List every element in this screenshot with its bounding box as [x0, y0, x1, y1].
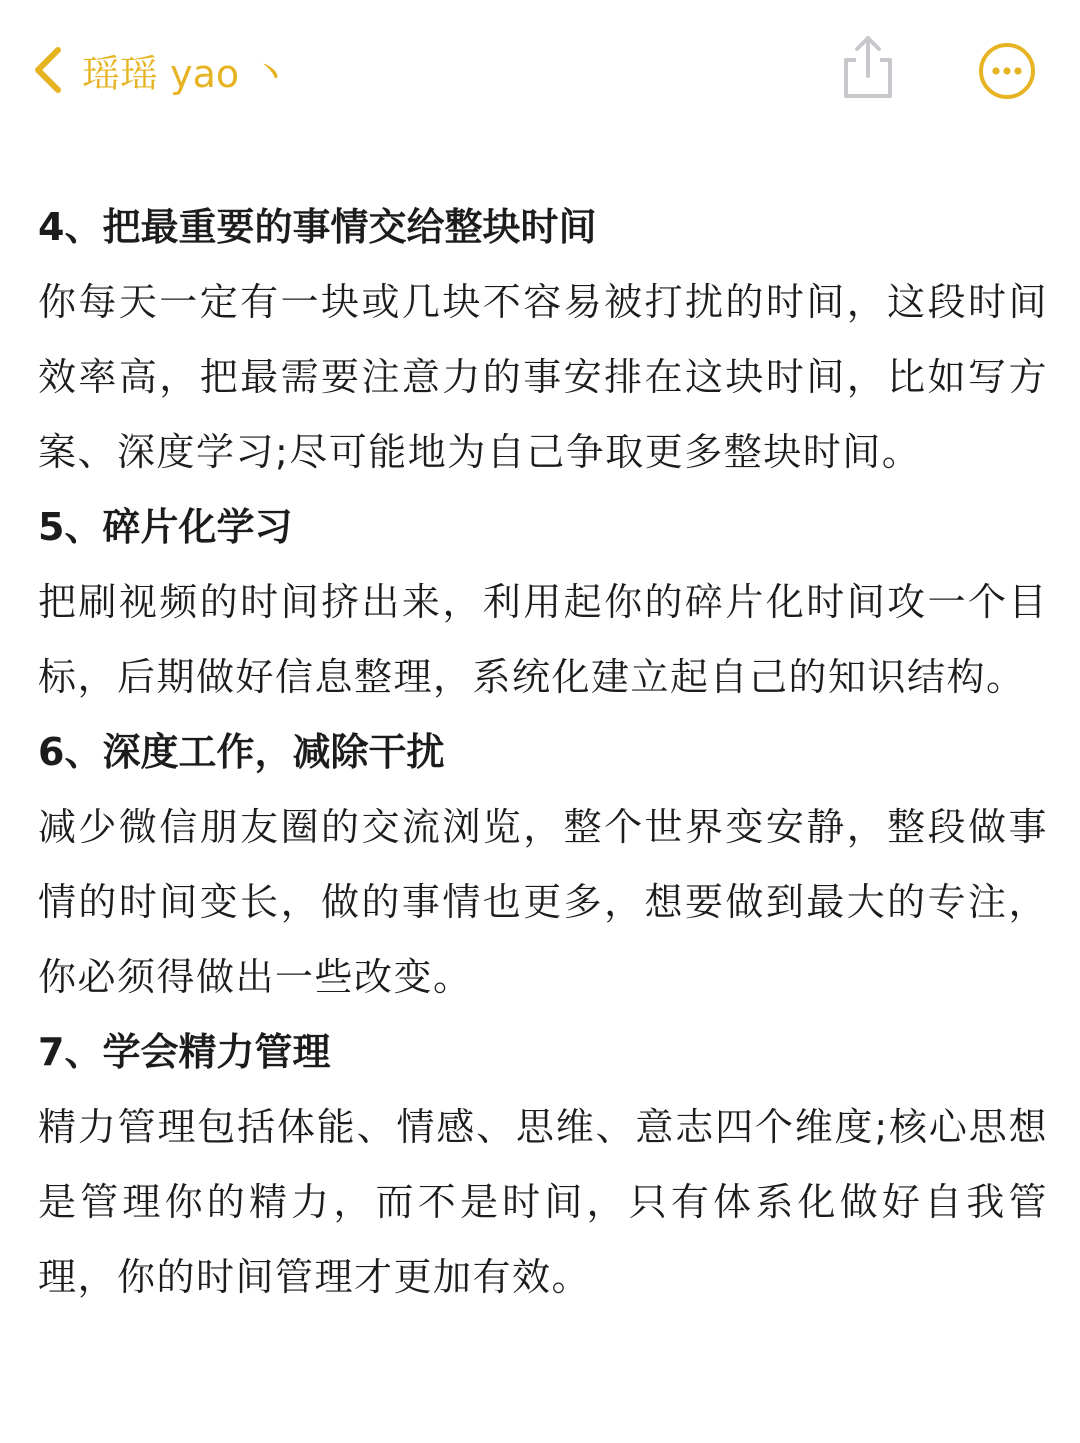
more-icon[interactable] — [978, 42, 1036, 100]
share-button[interactable] — [838, 32, 898, 104]
section-body: 精力管理包括体能、情感、思维、意志四个维度;核心思想是管理你的精力，而不是时间，只有体系化做好自我管理，你的时间管理才更加有效。 — [38, 1105, 1048, 1299]
section-heading: 5、碎片化学习 — [38, 505, 293, 549]
section-heading: 6、深度工作，减除干扰 — [38, 730, 445, 774]
section-body: 把刷视频的时间挤出来，利用起你的碎片化时间攻一个目标，后期做好信息整理，系统化建立起自己的知识结构。 — [38, 580, 1048, 699]
section-body: 你每天一定有一块或几块不容易被打扰的时间，这段时间效率高，把最需要注意力的事安排在这块时间，比如写方案、深度学习;尽可能地为自己争取更多整块时间。 — [38, 280, 1048, 474]
section-body: 减少微信朋友圈的交流浏览，整个世界变安静，整段做事情的时间变长，做的事情也更多，想要做到最大的专注，你必须得做出一些改变。 — [38, 805, 1048, 999]
section-heading: 7、学会精力管理 — [38, 1030, 331, 1074]
back-button[interactable] — [30, 40, 289, 100]
section-4 — [38, 190, 1048, 490]
more-button[interactable] — [978, 42, 1036, 100]
section-heading: 4、把最重要的事情交给整块时间 — [38, 205, 597, 249]
navigation-bar — [0, 0, 1080, 140]
chevron-left-icon[interactable] — [30, 40, 66, 100]
note-content[interactable] — [38, 190, 1048, 1315]
section-6 — [38, 715, 1048, 1015]
section-7 — [38, 1015, 1048, 1315]
section-5 — [38, 490, 1048, 715]
share-icon[interactable] — [838, 32, 898, 104]
back-label[interactable]: 瑶瑶 yao 丶 — [82, 51, 290, 96]
